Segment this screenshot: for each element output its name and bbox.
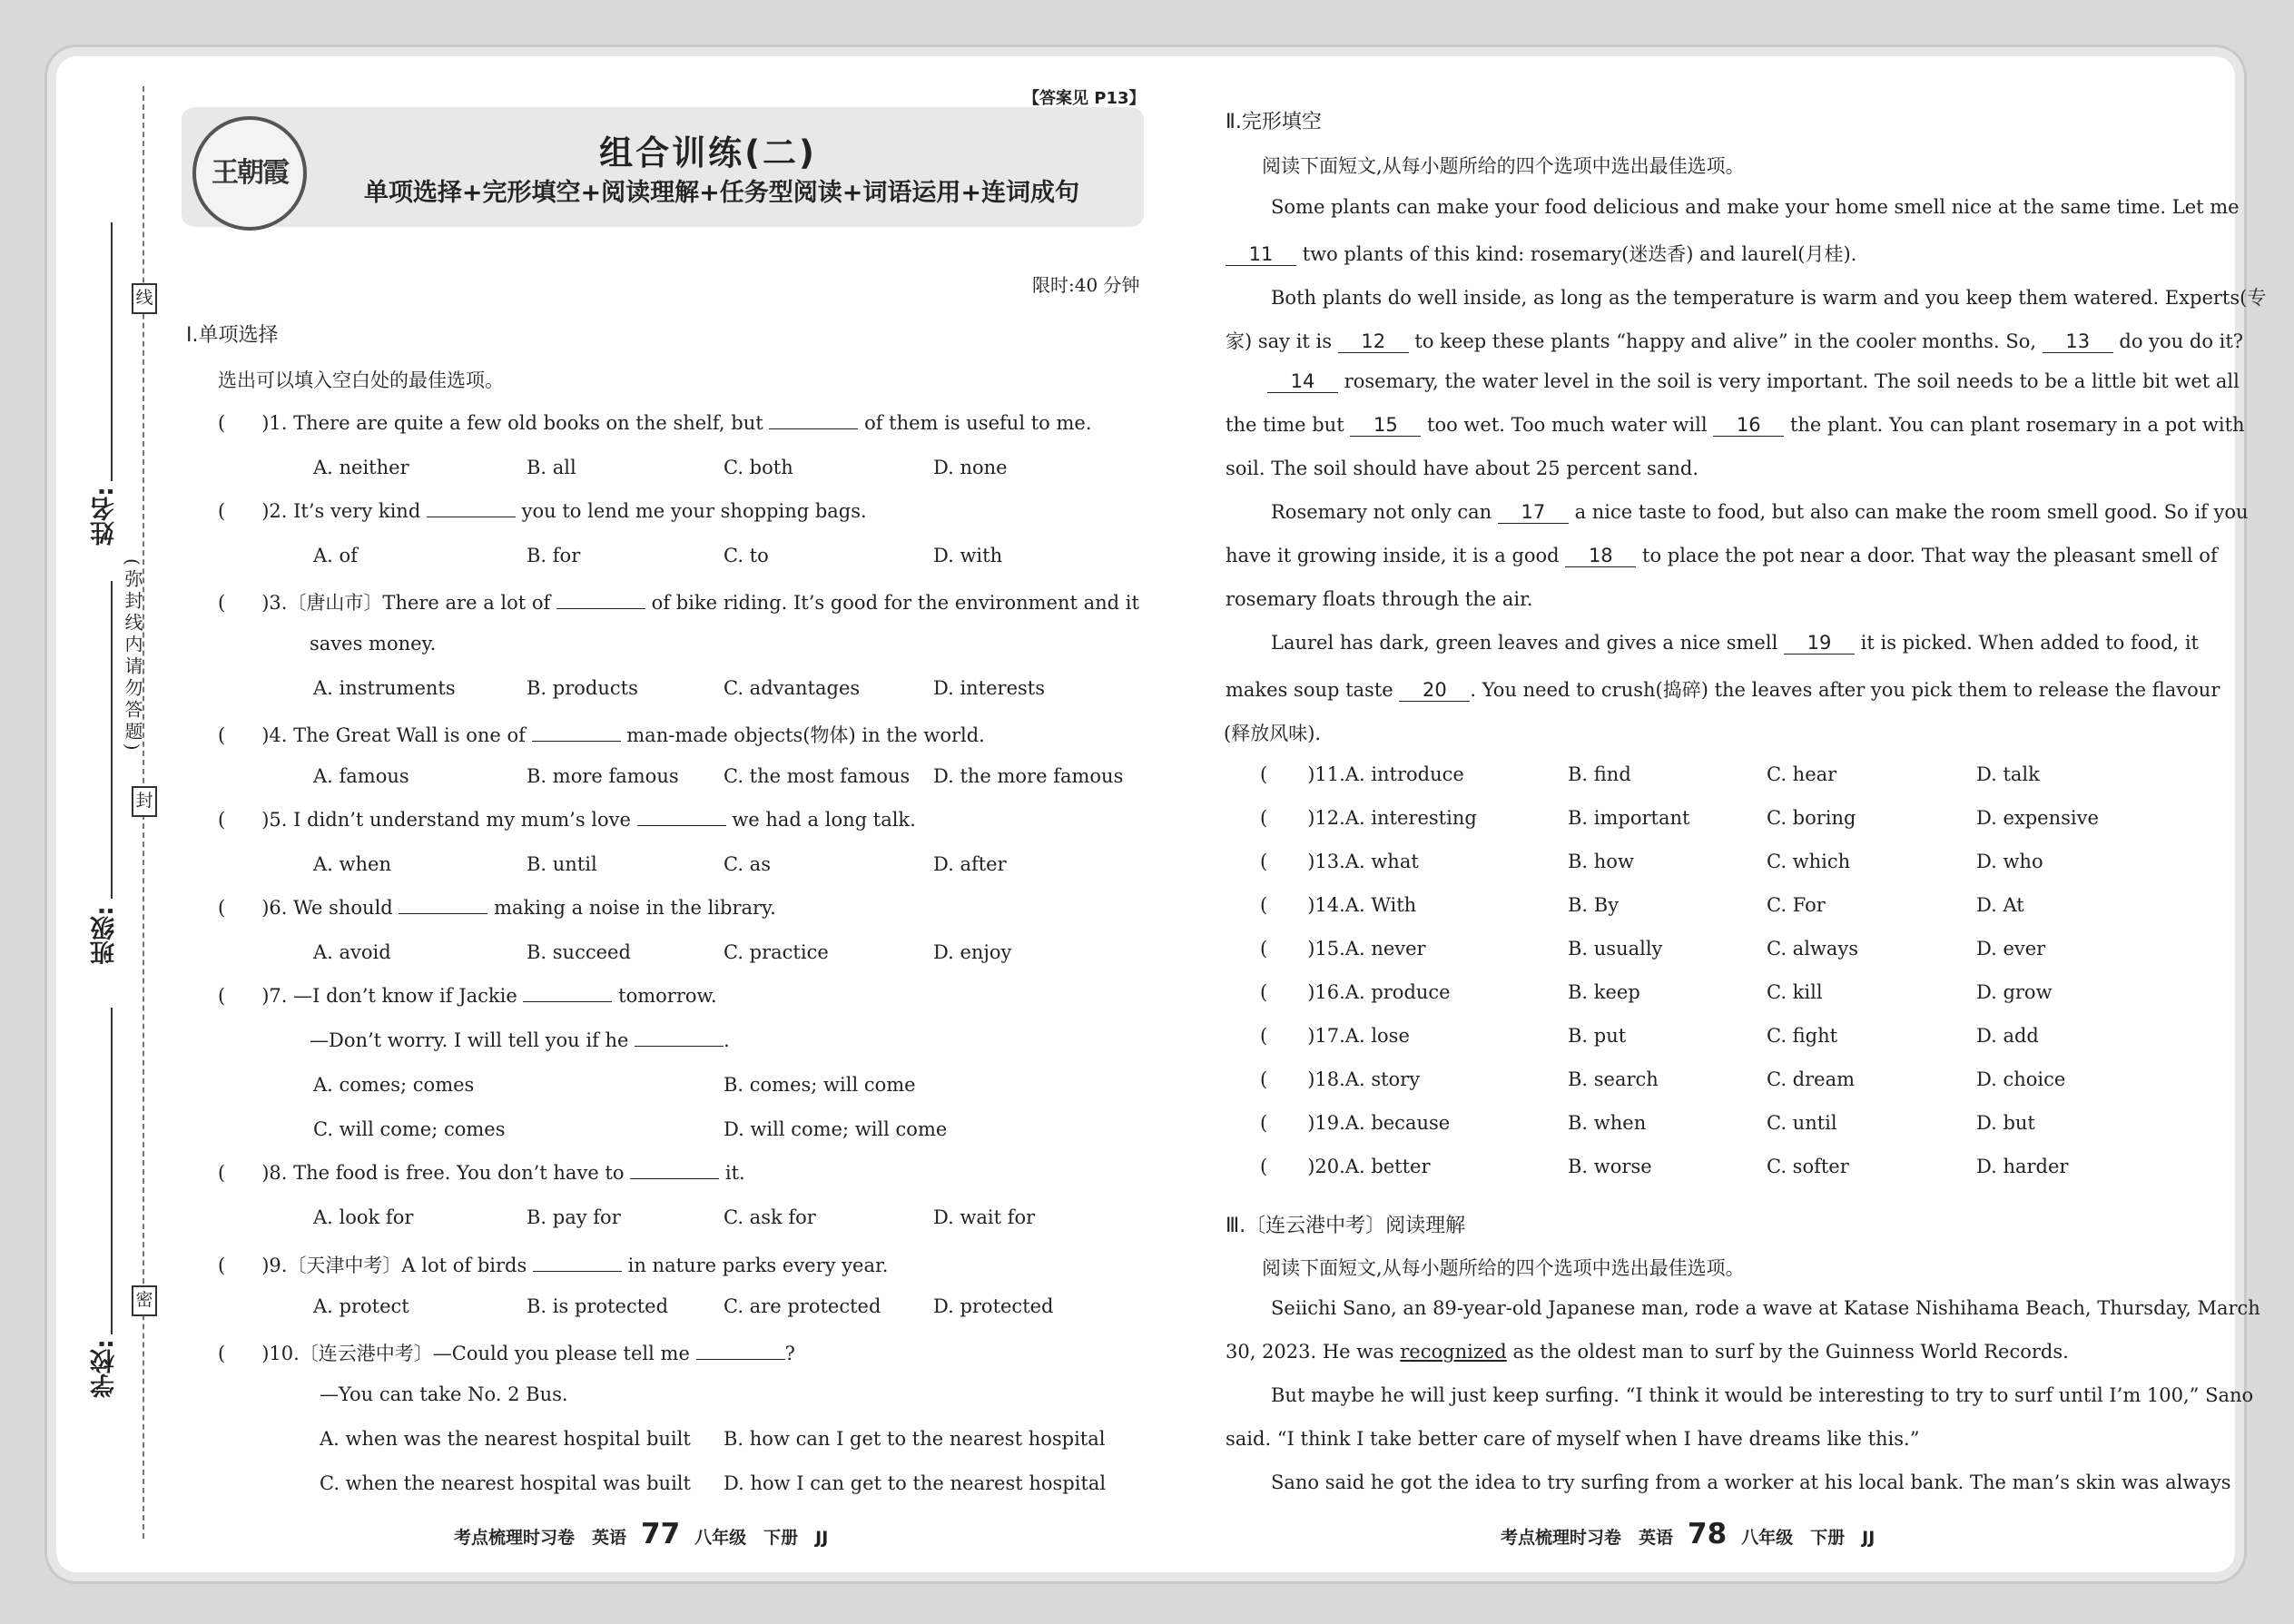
q13-option-a[interactable]: A. what [1344,851,1419,872]
question-11: ( )11.A. introduce [1260,763,1464,785]
section-3-title: Ⅲ.〔连云港中考〕阅读理解 [1226,1215,1466,1237]
question-20: ( )20.A. better [1260,1156,1431,1177]
q20-option-b[interactable]: B. worse [1568,1156,1652,1177]
q19-option-c[interactable]: C. until [1767,1112,1837,1134]
question-13: ( )13.A. what [1260,851,1419,872]
question-3-continued: saves money. [310,633,437,655]
blank-16[interactable]: 16 [1713,414,1784,437]
class-field[interactable] [111,581,113,899]
q8-option-d[interactable]: D. wait for [933,1206,1036,1228]
q2-option-c[interactable]: C. to [724,545,769,566]
blank-19[interactable]: 19 [1784,632,1855,655]
seal-mark-seal: 封 [132,786,157,817]
q7-option-d[interactable]: D. will come; will come [724,1118,948,1140]
q15-option-a[interactable]: A. never [1344,938,1426,960]
q8-option-a[interactable]: A. look for [313,1206,414,1228]
question-2: ( )2. It’s very kind you to lend me your shopping bags. [218,500,867,522]
q11-option-a[interactable]: A. introduce [1344,763,1464,785]
q17-option-d[interactable]: D. add [1976,1025,2039,1047]
answer-blank[interactable] [427,500,516,517]
page-number-left: 77 [641,1518,681,1550]
q19-option-b[interactable]: B. when [1568,1112,1647,1134]
q3-option-c[interactable]: C. advantages [724,677,861,699]
q1-option-d[interactable]: D. none [933,457,1008,478]
q18-option-d[interactable]: D. choice [1976,1068,2066,1090]
cloze-line-7: soil. The soil should have about 25 percent sand. [1226,458,1699,479]
q1-option-a[interactable]: A. neither [313,457,409,478]
q16-option-b[interactable]: B. keep [1568,981,1640,1003]
q6-option-a[interactable]: A. avoid [313,941,391,963]
q14-option-b[interactable]: B. By [1568,894,1620,916]
q18-option-a[interactable]: A. story [1344,1068,1421,1090]
reading-line-4: said. “I think I take better care of myself when I have dreams like this.” [1226,1428,1920,1450]
q6-option-c[interactable]: C. practice [724,941,829,963]
section-1-title: Ⅰ.单项选择 [186,324,279,347]
answer-blank[interactable] [399,897,487,914]
q17-option-b[interactable]: B. put [1568,1025,1627,1047]
q2-option-b[interactable]: B. for [527,545,581,566]
school-field[interactable] [111,1008,113,1334]
q18-option-b[interactable]: B. search [1568,1068,1659,1090]
q5-option-b[interactable]: B. until [527,853,597,875]
blank-15[interactable]: 15 [1350,414,1421,437]
cloze-line-9: have it growing inside, it is a good 18 to place the pot near a door. That way the pleasant smell of [1226,545,2218,566]
question-10: ( )10.〔连云港中考〕—Could you please tell me ? [218,1343,795,1364]
answer-blank[interactable] [532,724,621,742]
section-1-instruction: 选出可以填入空白处的最佳选项。 [218,369,504,391]
q16-option-d[interactable]: D. grow [1976,981,2053,1003]
class-label: 班级: [91,906,119,965]
question-9: ( )9.〔天津中考〕A lot of birds in nature parks every year. [218,1255,889,1276]
answer-blank[interactable] [635,1029,724,1047]
q13-option-b[interactable]: B. how [1568,851,1634,872]
q5-option-d[interactable]: D. after [933,853,1007,875]
blank-12[interactable]: 12 [1338,330,1409,353]
cloze-line-5: 14 rosemary, the water level in the soil is very important. The soil needs to be a little bit wet all [1267,370,2240,393]
q15-option-c[interactable]: C. always [1767,938,1859,960]
answer-blank[interactable] [533,1255,622,1272]
q9-option-a[interactable]: A. protect [313,1295,409,1317]
q12-option-c[interactable]: C. boring [1767,807,1856,829]
q1-option-b[interactable]: B. all [527,457,576,478]
q10-option-d[interactable]: D. how I can get to the nearest hospital [724,1472,1107,1494]
cloze-line-2: 11 two plants of this kind: rosemary(迷迭香) and laurel(月桂). [1226,240,1856,267]
q18-option-c[interactable]: C. dream [1767,1068,1856,1090]
q16-option-c[interactable]: C. kill [1767,981,1823,1003]
q14-option-c[interactable]: C. For [1767,894,1826,916]
blank-13[interactable]: 13 [2043,330,2113,353]
q6-option-b[interactable]: B. succeed [527,941,631,963]
blank-14[interactable]: 14 [1267,370,1338,393]
binding-note: (弥封线内请勿答题) [122,558,143,754]
question-7-line-2: —Don’t worry. I will tell you if he . [310,1029,730,1051]
q4-option-b[interactable]: B. more famous [527,765,679,787]
underlined-word: recognized [1400,1341,1507,1363]
q7-option-c[interactable]: C. will come; comes [313,1118,506,1140]
q6-option-d[interactable]: D. enjoy [933,941,1012,963]
question-3: ( )3.〔唐山市〕There are a lot of of bike riding. It’s good for the environment and it [218,592,1139,614]
cloze-line-3: Both plants do well inside, as long as the temperature is warm and you keep them watered. Experts(专 [1271,287,2267,309]
q15-option-b[interactable]: B. usually [1568,938,1663,960]
blank-11[interactable]: 11 [1226,243,1296,266]
q15-option-d[interactable]: D. ever [1976,938,2046,960]
section-2-title: Ⅱ.完形填空 [1226,111,1322,133]
q19-option-a[interactable]: A. because [1344,1112,1451,1134]
q10-option-a[interactable]: A. when was the nearest hospital built [320,1428,691,1450]
question-15: ( )15.A. never [1260,938,1426,960]
footer-right: 考点梳理时习卷 英语 78 八年级 下册 JJ [1501,1518,1876,1550]
q13-option-c[interactable]: C. which [1767,851,1851,872]
q20-option-d[interactable]: D. harder [1976,1156,2069,1177]
q4-option-a[interactable]: A. famous [313,765,409,787]
q12-option-a[interactable]: A. interesting [1344,807,1477,829]
q16-option-a[interactable]: A. produce [1344,981,1451,1003]
page-number-right: 78 [1688,1518,1728,1550]
q3-option-d[interactable]: D. interests [933,677,1046,699]
question-14: ( )14.A. With [1260,894,1417,916]
cloze-line-11: Laurel has dark, green leaves and gives a nice smell 19 it is picked. When added to food, it [1271,632,2199,654]
q13-option-d[interactable]: D. who [1976,851,2043,872]
question-1: ( )1. There are quite a few old books on the shelf, but of them is useful to me. [218,412,1092,434]
question-17: ( )17.A. lose [1260,1025,1410,1047]
cloze-line-12: makes soup taste 20 . You need to crush(捣碎) the leaves after you pick them to release the flavour [1226,679,2220,701]
reading-line-5: Sano said he got the idea to try surfing from a worker at his local bank. The man’s skin was always [1271,1471,2231,1493]
q4-option-c[interactable]: C. the most famous [724,765,911,787]
q2-option-d[interactable]: D. with [933,545,1003,566]
question-18: ( )18.A. story [1260,1068,1421,1090]
q8-option-c[interactable]: C. ask for [724,1206,816,1228]
q7-option-a[interactable]: A. comes; comes [313,1074,475,1096]
answer-blank[interactable] [769,412,858,429]
school-label: 学校: [91,1339,119,1398]
q17-option-a[interactable]: A. lose [1344,1025,1410,1047]
answer-blank[interactable] [637,809,726,826]
seal-mark-line: 线 [132,283,157,314]
answer-blank[interactable] [630,1162,719,1179]
q17-option-c[interactable]: C. fight [1767,1025,1838,1047]
reading-line-1: Seiichi Sano, an 89-year-old Japanese man, rode a wave at Katase Nishihama Beach, Thursday, March [1271,1297,2260,1319]
reading-line-2: 30, 2023. He was recognized as the oldest man to surf by the Guinness World Records. [1226,1341,2069,1363]
question-4: ( )4. The Great Wall is one of man-made objects(物体) in the world. [218,724,985,746]
q8-option-b[interactable]: B. pay for [527,1206,621,1228]
q11-option-d[interactable]: D. talk [1976,763,2040,785]
q10-option-b[interactable]: B. how can I get to the nearest hospital [724,1428,1106,1450]
q9-option-c[interactable]: C. are protected [724,1295,881,1317]
q4-option-d[interactable]: D. the more famous [933,765,1124,787]
q14-option-a[interactable]: A. With [1344,894,1417,916]
question-16: ( )16.A. produce [1260,981,1451,1003]
blank-20[interactable]: 20 [1399,679,1470,702]
q3-option-a[interactable]: A. instruments [313,677,456,699]
question-12: ( )12.A. interesting [1260,807,1477,829]
answer-blank[interactable] [523,985,612,1002]
question-6: ( )6. We should making a noise in the library. [218,897,776,919]
page-subtitle: 单项选择+完形填空+阅读理解+任务型阅读+词语运用+连词成句 [363,179,1080,207]
q9-option-d[interactable]: D. protected [933,1295,1054,1317]
page-title: 组合训练(二) [599,133,817,172]
q1-option-c[interactable]: C. both [724,457,793,478]
answer-blank[interactable] [556,592,645,609]
cloze-line-1: Some plants can make your food delicious and make your home smell nice at the same time. Let me [1271,196,2240,218]
blank-17[interactable]: 17 [1498,501,1569,524]
reading-line-3: But maybe he will just keep surfing. “I think it would be interesting to try to surf until I’m 100,” Sano [1271,1384,2254,1406]
footer-left: 考点梳理时习卷 英语 77 八年级 下册 JJ [454,1518,829,1550]
question-7: ( )7. —I don’t know if Jackie tomorrow. [218,985,717,1007]
q7-option-b[interactable]: B. comes; will come [724,1074,916,1096]
q11-option-c[interactable]: C. hear [1767,763,1837,785]
cloze-line-10: rosemary floats through the air. [1226,588,1533,610]
question-19: ( )19.A. because [1260,1112,1451,1134]
answer-reference: 【答案见 P13】 [1023,89,1146,108]
q12-option-b[interactable]: B. important [1568,807,1690,829]
blank-18[interactable]: 18 [1565,545,1636,567]
q3-option-b[interactable]: B. products [527,677,638,699]
q19-option-d[interactable]: D. but [1976,1112,2035,1134]
cloze-line-4: 家) say it is 12 to keep these plants “happy and alive” in the cooler months. So, 13 do you do it? [1226,330,2244,352]
question-5: ( )5. I didn’t understand my mum’s love we had a long talk. [218,809,916,831]
seal-mark-dense: 密 [132,1285,157,1316]
q14-option-d[interactable]: D. At [1976,894,2024,916]
question-8: ( )8. The food is free. You don’t have to it. [218,1162,745,1184]
name-label: 姓名: [91,487,119,546]
cloze-line-8: Rosemary not only can 17 a nice taste to food, but also can make the room smell good. So if you [1271,501,2249,523]
answer-blank[interactable] [696,1343,785,1360]
q10-option-c[interactable]: C. when the nearest hospital was built [320,1472,691,1494]
time-limit: 限时:40 分钟 [1032,274,1140,296]
publisher-logo: 王朝霞 [192,116,307,231]
section-3-instruction: 阅读下面短文,从每小题所给的四个选项中选出最佳选项。 [1262,1257,1745,1279]
q20-option-a[interactable]: A. better [1344,1156,1431,1177]
q9-option-b[interactable]: B. is protected [527,1295,669,1317]
section-2-instruction: 阅读下面短文,从每小题所给的四个选项中选出最佳选项。 [1262,155,1745,177]
q11-option-b[interactable]: B. find [1568,763,1631,785]
question-10-line-2: —You can take No. 2 Bus. [320,1383,568,1405]
q5-option-c[interactable]: C. as [724,853,771,875]
cloze-line-6: the time but 15 too wet. Too much water will 16 the plant. You can plant rosemary in a pot with [1226,414,2245,436]
name-field[interactable] [111,222,113,481]
cloze-line-13: (释放风味). [1224,723,1322,744]
q5-option-a[interactable]: A. when [313,853,391,875]
q2-option-a[interactable]: A. of [313,545,358,566]
q12-option-d[interactable]: D. expensive [1976,807,2099,829]
q20-option-c[interactable]: C. softer [1767,1156,1849,1177]
